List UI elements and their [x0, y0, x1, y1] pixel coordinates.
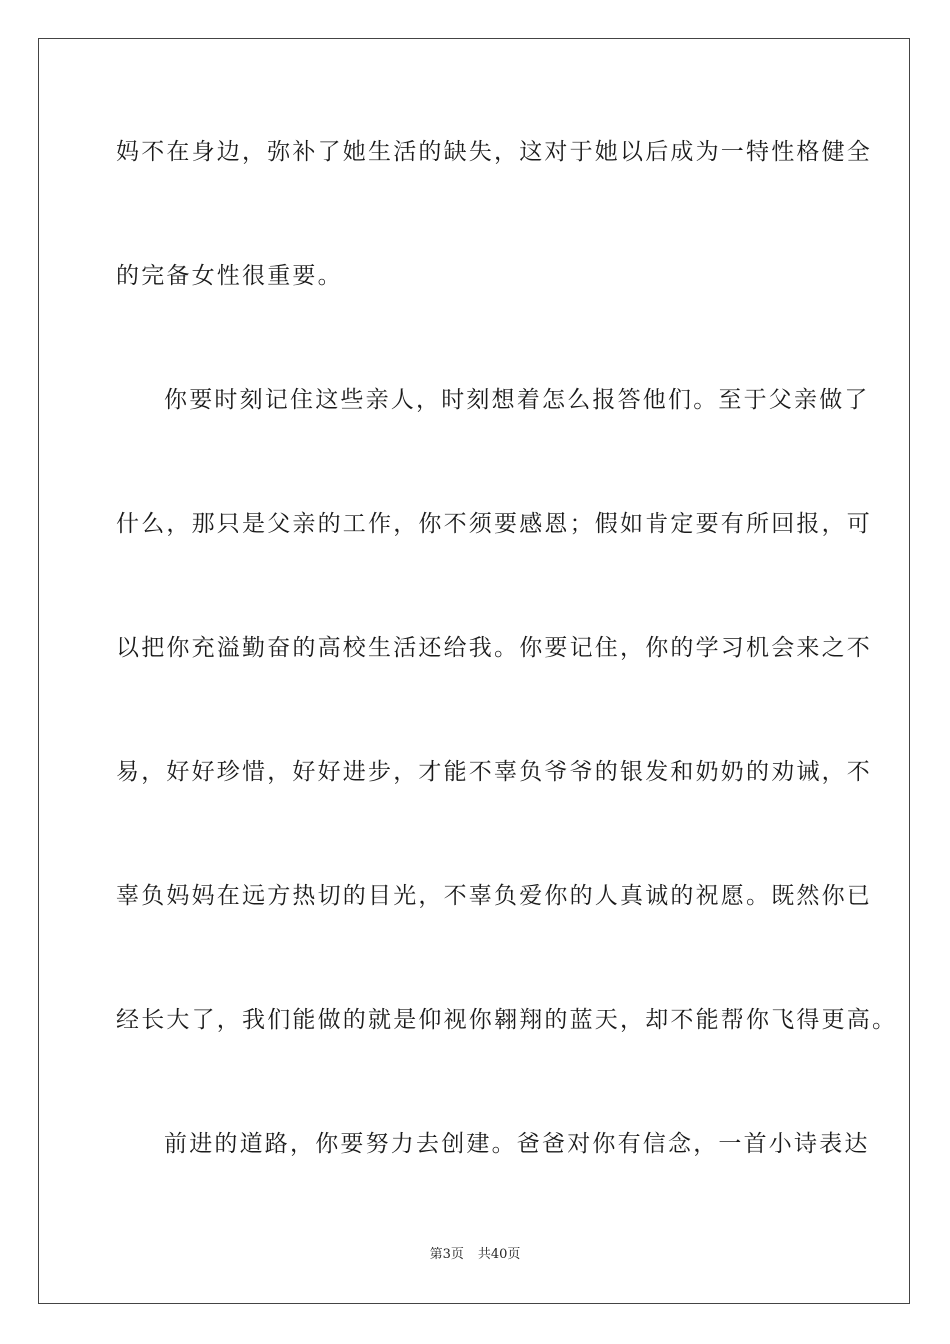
page-total: 共40页 — [477, 1247, 521, 1262]
page-frame — [38, 38, 910, 1304]
paragraph-line: 易，好好珍惜，好好进步，才能不辜负爷爷的银发和奶奶的劝诫，不 — [116, 759, 872, 785]
paragraph-line: 你要时刻记住这些亲人，时刻想着怎么报答他们。至于父亲做了 — [164, 387, 870, 413]
page-footer — [0, 1246, 950, 1264]
paragraph-line: 以把你充溢勤奋的高校生活还给我。你要记住，你的学习机会来之不 — [116, 635, 872, 661]
paragraph-line: 的完备女性很重要。 — [116, 263, 343, 289]
paragraph-line: 经长大了，我们能做的就是仰视你翱翔的蓝天，却不能帮你飞得更高。 — [116, 1007, 898, 1033]
paragraph-line: 前进的道路，你要努力去创建。爸爸对你有信念，一首小诗表达 — [164, 1131, 870, 1157]
page-number: 第3页 — [429, 1247, 464, 1262]
paragraph-line: 辜负妈妈在远方热切的目光，不辜负爱你的人真诚的祝愿。既然你已 — [116, 883, 872, 909]
paragraph-line: 妈不在身边，弥补了她生活的缺失，这对于她以后成为一特性格健全 — [116, 139, 872, 165]
paragraph-line: 什么，那只是父亲的工作，你不须要感恩；假如肯定要有所回报，可 — [116, 511, 872, 537]
